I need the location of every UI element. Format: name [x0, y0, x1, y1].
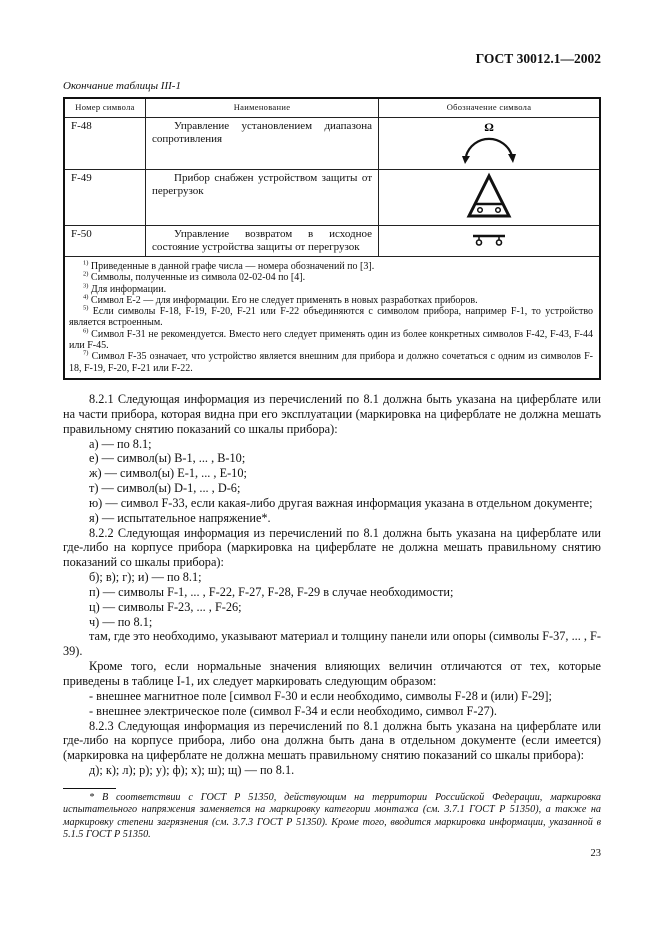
list-item: п) — символы F-1, ... , F-22, F-27, F-28, F-29 в случае необходимости; — [89, 584, 454, 599]
table-note — [69, 329, 593, 352]
note-text: Символы, полученные из символа 02-02-04 по [4]. — [90, 272, 306, 284]
table-row — [64, 226, 600, 257]
table-row — [64, 170, 600, 226]
list-item: ж) — символ(ы) Е-1, ... , Е-10; — [89, 466, 247, 481]
table-header-row — [64, 98, 600, 118]
table-note — [69, 261, 593, 272]
col-header-number: Номер символа — [64, 98, 146, 118]
list-item: ц) — символы F-23, ... , F-26; — [89, 599, 242, 614]
col-header-name: Наименование — [146, 98, 379, 118]
body-text — [63, 392, 601, 778]
table-row — [64, 118, 600, 170]
paragraph: 8.2.1 Следующая информация из перечислений по 8.1 должна быть указана на циферблате или на части прибора, которая видна при его эксплуатации (маркировка на циферблате не должна мешать правильному снятию показаний со шкалы прибора): — [63, 391, 601, 436]
overload-protection-icon — [379, 170, 601, 226]
note-text: Символ F-35 означает, что устройство является внешним для прибора и должно сочетаться с одним из символов F-18, F-19, F-20, F-21 или F-22. — [69, 351, 593, 374]
page-number: 23 — [590, 848, 601, 860]
list-item: ю) — символ F-33, если какая-либо другая важная информация указана в отдельном документе; — [89, 495, 593, 510]
symbol-name: Управление возвратом в исходное состояние устройства защиты от перегрузок — [146, 226, 379, 257]
list-item: я) — испытательное напряжение*. — [89, 510, 271, 525]
document-id: ГОСТ 30012.1—2002 — [475, 51, 601, 66]
note-text: Приведенные в данной графе числа — номера обозначений по [3]. — [90, 261, 375, 272]
list-item: ч) — по 8.1; — [89, 614, 153, 629]
note-mark: 6) — [83, 327, 89, 335]
list-item: - внешнее электрическое поле (символ F-34 и если необходимо, символ F-27). — [89, 703, 497, 718]
list-item: а) — по 8.1; — [89, 436, 152, 451]
note-mark: 7) — [83, 350, 89, 358]
note-mark: 1) — [83, 259, 89, 267]
list-item: е) — символ(ы) В-1, ... , В-10; — [89, 451, 246, 466]
note-text: Для информации. — [90, 283, 167, 295]
note-text: Символ F-31 не рекомендуется. Вместо него следует применять один из более конкретных символов F-42, F-43, F-44 или F-45. — [69, 328, 593, 352]
paragraph: 8.2.3 Следующая информация из перечислений по 8.1 должна быть указана на циферблате или где-либо на корпусе прибора, либо она должна быть дана в отдельном документе (если имеется) (маркировка на циферблате не должна мешать правильному снятию показаний со шкалы прибора): — [63, 718, 601, 763]
table-caption: Окончание таблицы III-1 — [63, 80, 181, 92]
table-note — [69, 295, 593, 306]
table-note — [69, 306, 593, 329]
paragraph: 8.2.2 Следующая информация из перечислений по 8.1 должна быть указана на циферблате или где-либо на корпусе прибора (маркировка на циферблате не должна мешать правильному снятию показаний со шкалы прибора): — [63, 525, 601, 570]
note-mark: 3) — [83, 282, 89, 290]
symbol-number: F-50 — [64, 226, 146, 257]
symbol-name: Прибор снабжен устройством защиты от перегрузок — [146, 170, 379, 226]
symbol-number: F-48 — [64, 118, 146, 170]
table-note — [69, 272, 593, 283]
list-item: - внешнее магнитное поле [символ F-30 и если необходимо, символы F-28 и (или) F-29]; — [89, 688, 552, 703]
table-note — [69, 351, 593, 374]
footnote: * В соответствии с ГОСТ Р 51350, действующим на территории Российской Федерации, маркировка испытательного напряжения заменяется на маркировку категории монтажа (см. 3.7.1 ГОСТ Р 51350), а также на маркировку степени загрязнения (см. 3.7.3 ГОСТ Р 51350). Кроме того, вводится маркировка информации, указанной в 5.1.5 ГОСТ Р 51350. — [63, 791, 601, 840]
list-item: т) — символ(ы) D-1, ... , D-6; — [89, 481, 241, 496]
col-header-symbol: Обозначение символа — [379, 98, 601, 118]
table-notes — [64, 257, 600, 379]
symbol-name: Управление установлением диапазона сопротивления — [146, 118, 379, 170]
resistance-range-icon — [379, 118, 601, 170]
note-text: Символ Е-2 — для информации. Его не следует применять в новых разработках приборов. — [90, 294, 478, 306]
footnote-divider — [63, 788, 116, 789]
list-item: б); в); г); и) — по 8.1; — [89, 570, 202, 585]
paragraph: там, где это необходимо, указывают материал и толщину панели или опоры (символы F-37, ... , F-39). — [63, 629, 601, 659]
note-mark: 2) — [83, 270, 89, 278]
overload-reset-icon — [379, 226, 601, 257]
omega-label: Ω — [484, 120, 494, 134]
note-mark: 4) — [83, 293, 89, 301]
table-note — [69, 284, 593, 295]
note-mark: 5) — [83, 304, 89, 312]
table-notes-row — [64, 257, 600, 379]
symbols-table — [63, 97, 601, 380]
list-item: д); к); л); р); у); ф); х); ш); щ) — по 8.1. — [89, 763, 295, 778]
paragraph: Кроме того, если нормальные значения влияющих величин отличаются от тех, которые приведены в таблице I-1, их следует маркировать следующим образом: — [63, 659, 601, 688]
note-text: Если символы F-18, F-19, F-20, F-21 или F-22 объединяются с символом прибора, например F-1, то устройство является встроенным. — [69, 306, 594, 329]
symbol-number: F-49 — [64, 170, 146, 226]
